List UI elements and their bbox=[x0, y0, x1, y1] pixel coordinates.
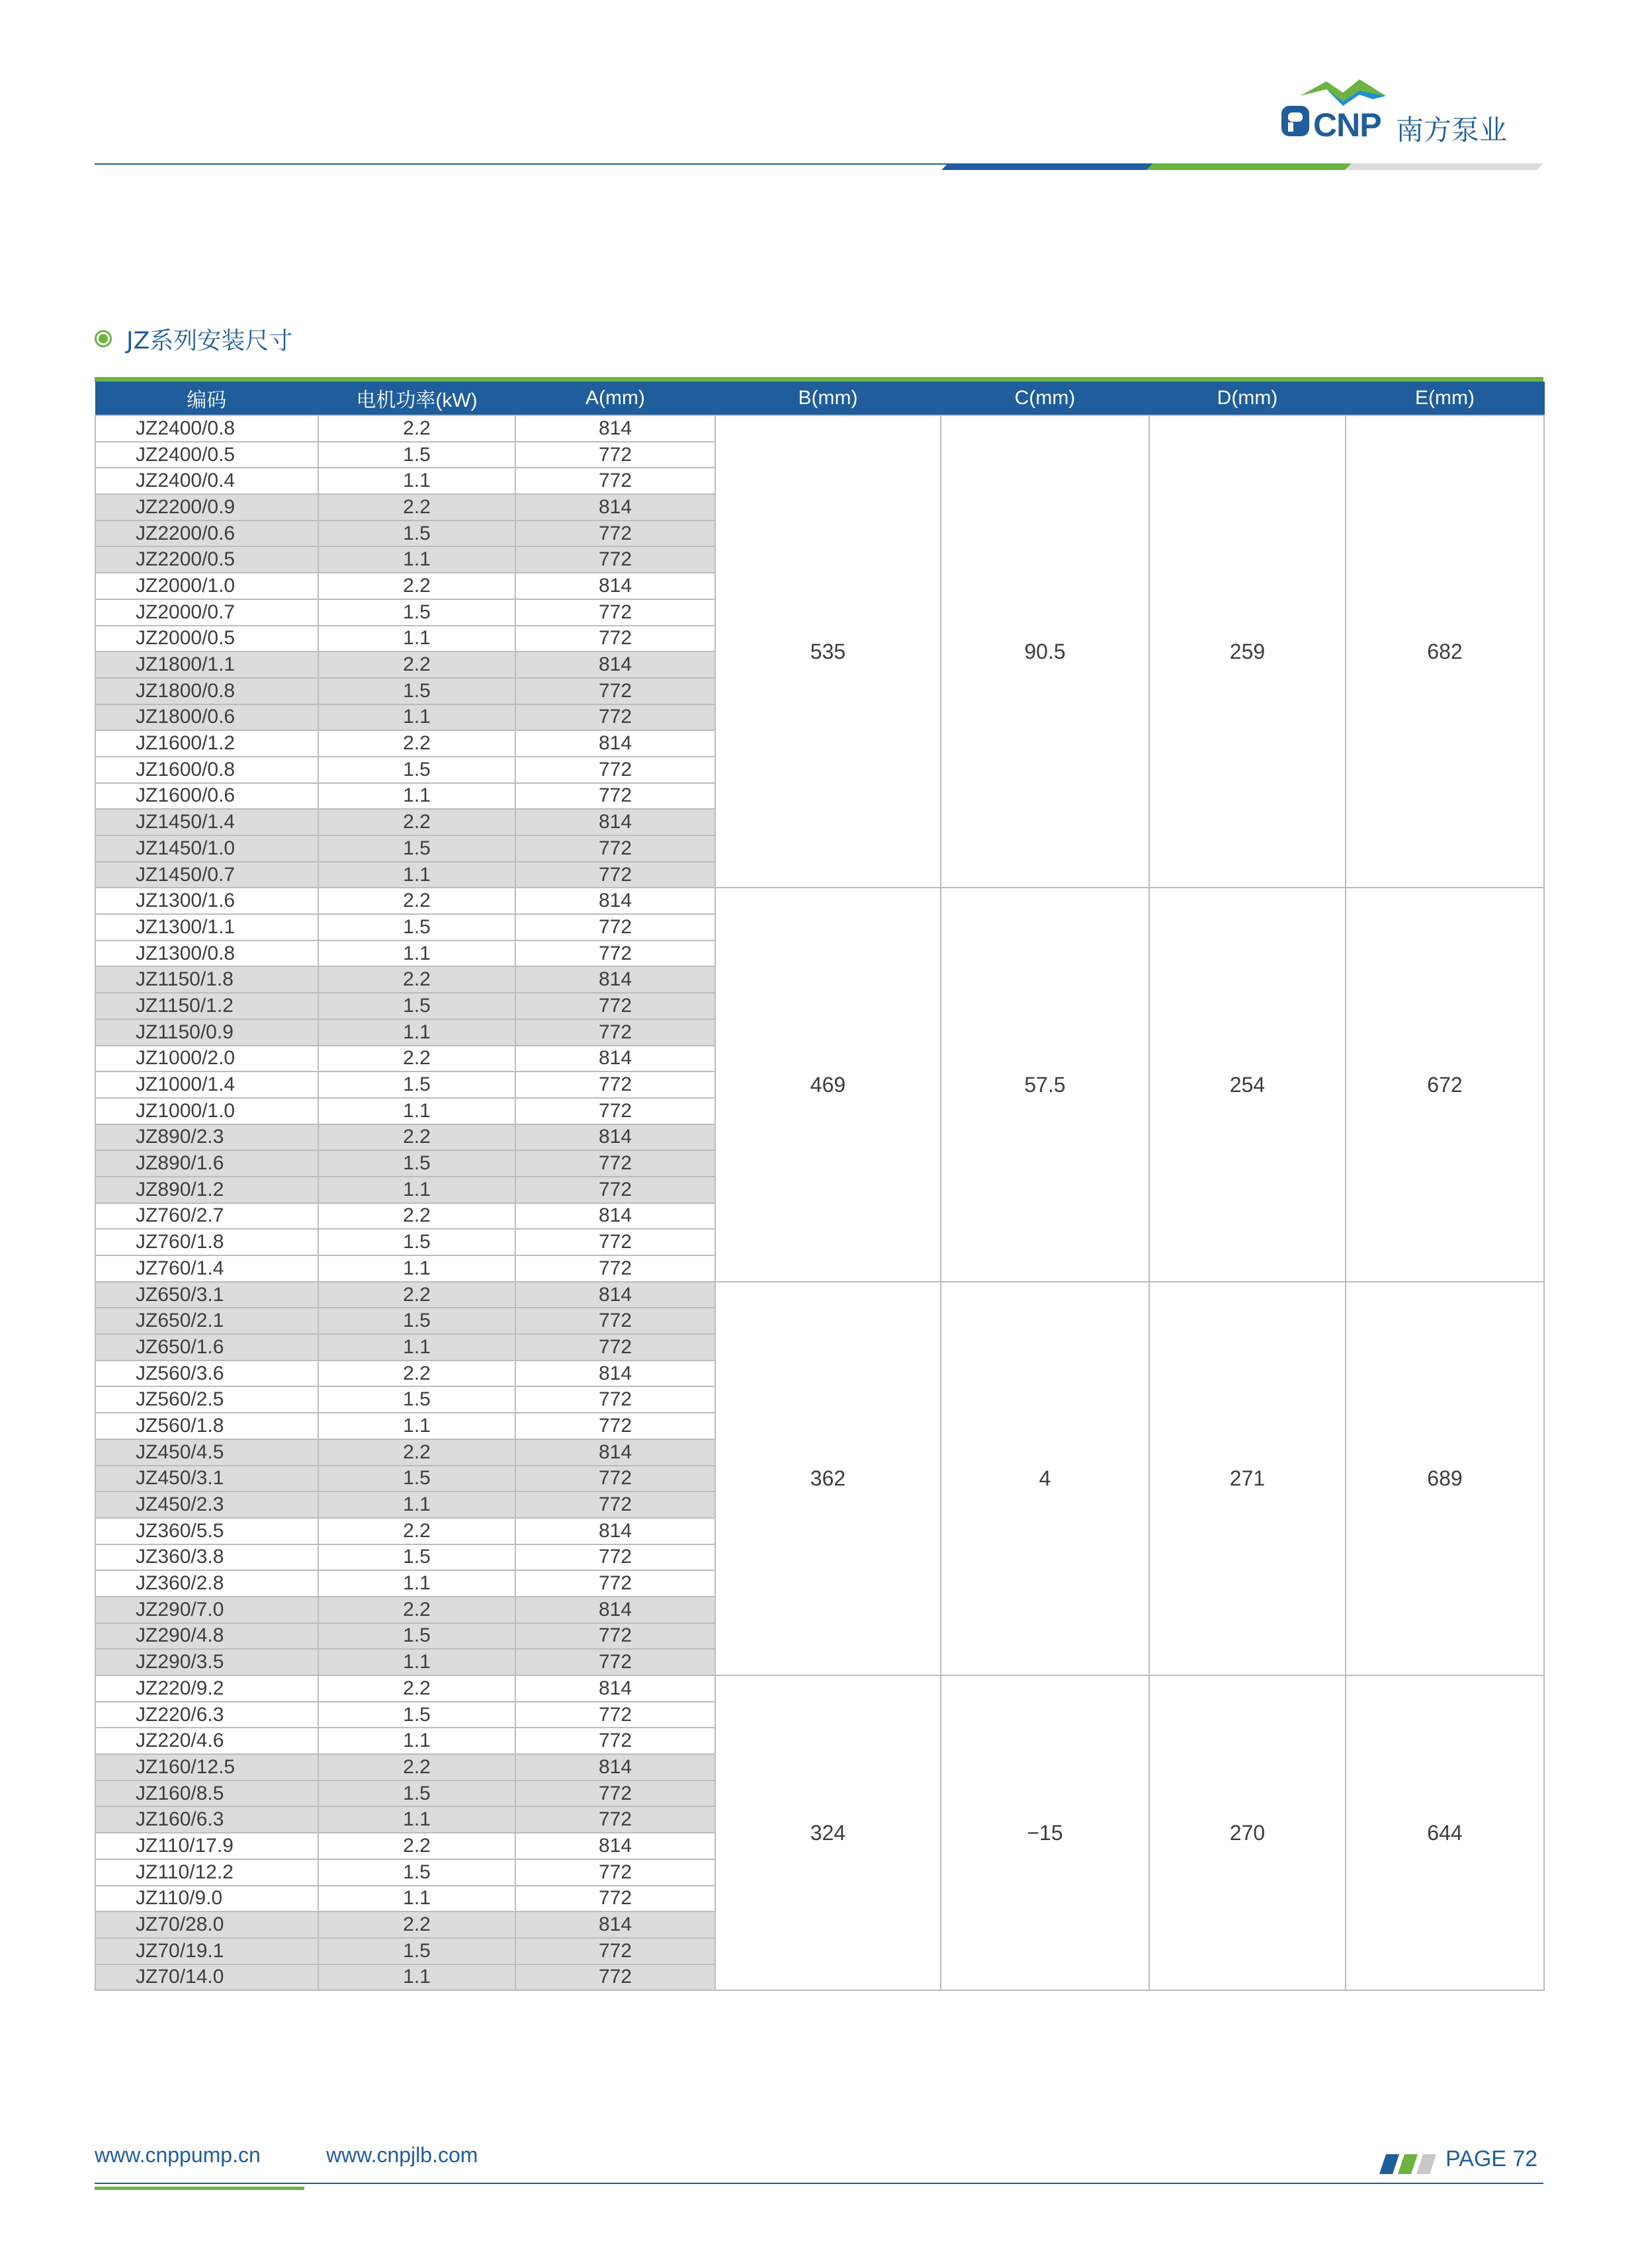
cell-power: 2.2 bbox=[318, 966, 515, 993]
cell-power: 1.5 bbox=[318, 1071, 515, 1098]
cell-c-merged: 4 bbox=[941, 1282, 1149, 1675]
cell-a: 772 bbox=[515, 521, 715, 547]
cell-power: 1.1 bbox=[318, 1806, 515, 1833]
cell-a: 772 bbox=[515, 1859, 715, 1886]
cell-power: 1.5 bbox=[318, 1386, 515, 1413]
cell-code: JZ560/3.6 bbox=[95, 1361, 318, 1387]
cell-code: JZ160/6.3 bbox=[95, 1806, 318, 1833]
cell-power: 1.1 bbox=[318, 941, 515, 967]
cell-a: 772 bbox=[515, 1308, 715, 1334]
cell-a: 772 bbox=[515, 993, 715, 1019]
cell-a: 772 bbox=[515, 1886, 715, 1912]
cell-a: 772 bbox=[515, 704, 715, 731]
cell-e-merged: 689 bbox=[1346, 1282, 1544, 1675]
cell-a: 772 bbox=[515, 546, 715, 573]
cell-power: 1.1 bbox=[318, 1964, 515, 1991]
cell-power: 1.5 bbox=[318, 835, 515, 862]
table-top-accent bbox=[95, 377, 1543, 382]
cell-a: 814 bbox=[515, 1911, 715, 1938]
cell-code: JZ220/4.6 bbox=[95, 1728, 318, 1754]
cell-a: 814 bbox=[515, 494, 715, 521]
cell-e-merged: 682 bbox=[1346, 415, 1544, 888]
cell-power: 1.5 bbox=[318, 1623, 515, 1650]
cell-power: 2.2 bbox=[318, 1203, 515, 1230]
cell-a: 814 bbox=[515, 1124, 715, 1151]
cell-code: JZ1000/1.0 bbox=[95, 1098, 318, 1124]
cell-a: 772 bbox=[515, 1491, 715, 1518]
cell-code: JZ2400/0.5 bbox=[95, 442, 318, 468]
cell-code: JZ2400/0.4 bbox=[95, 468, 318, 494]
cell-code: JZ2200/0.9 bbox=[95, 494, 318, 521]
cell-code: JZ1150/1.2 bbox=[95, 993, 318, 1019]
cell-code: JZ2000/0.7 bbox=[95, 599, 318, 626]
cell-power: 2.2 bbox=[318, 1597, 515, 1623]
table-row bbox=[95, 888, 1544, 914]
cell-code: JZ1150/1.8 bbox=[95, 966, 318, 993]
cell-power: 1.1 bbox=[318, 862, 515, 888]
cell-code: JZ450/2.3 bbox=[95, 1491, 318, 1518]
cell-power: 1.1 bbox=[318, 1098, 515, 1124]
cell-code: JZ1600/0.6 bbox=[95, 783, 318, 810]
cell-code: JZ560/1.8 bbox=[95, 1413, 318, 1439]
section-title: JZ系列安装尺寸 bbox=[126, 327, 293, 355]
cell-code: JZ1300/0.8 bbox=[95, 941, 318, 967]
cell-a: 772 bbox=[515, 626, 715, 652]
cell-code: JZ760/1.8 bbox=[95, 1229, 318, 1255]
cell-b-merged: 324 bbox=[715, 1675, 941, 1990]
table-row bbox=[95, 415, 1544, 442]
cell-a: 772 bbox=[515, 1098, 715, 1124]
cell-code: JZ1000/2.0 bbox=[95, 1046, 318, 1072]
cell-a: 772 bbox=[515, 1702, 715, 1728]
cell-power: 1.5 bbox=[318, 1781, 515, 1807]
cell-a: 814 bbox=[515, 1361, 715, 1387]
cell-d-merged: 254 bbox=[1149, 888, 1346, 1281]
cell-a: 814 bbox=[515, 1282, 715, 1308]
col-header-code: 编码 bbox=[95, 382, 318, 415]
cell-power: 2.2 bbox=[318, 651, 515, 678]
cell-code: JZ650/1.6 bbox=[95, 1334, 318, 1361]
cell-code: JZ160/12.5 bbox=[95, 1754, 318, 1781]
cell-power: 1.1 bbox=[318, 1019, 515, 1046]
cell-code: JZ290/3.5 bbox=[95, 1649, 318, 1675]
dimension-table bbox=[95, 377, 1543, 1991]
cell-a: 814 bbox=[515, 573, 715, 599]
cell-code: JZ760/1.4 bbox=[95, 1255, 318, 1282]
cell-power: 1.5 bbox=[318, 521, 515, 547]
cell-power: 1.1 bbox=[318, 1177, 515, 1203]
cell-a: 772 bbox=[515, 1177, 715, 1203]
cell-code: JZ1450/1.4 bbox=[95, 809, 318, 835]
cell-a: 814 bbox=[515, 809, 715, 835]
cell-power: 1.1 bbox=[318, 626, 515, 652]
col-header-power: 电机功率(kW) bbox=[318, 382, 515, 415]
cell-a: 814 bbox=[515, 1203, 715, 1230]
table-row bbox=[95, 1282, 1544, 1308]
page-number: PAGE 72 bbox=[1446, 2146, 1538, 2171]
cell-a: 772 bbox=[515, 678, 715, 704]
cell-code: JZ1450/0.7 bbox=[95, 862, 318, 888]
cell-power: 1.1 bbox=[318, 546, 515, 573]
cell-a: 772 bbox=[515, 1728, 715, 1754]
cell-a: 772 bbox=[515, 1071, 715, 1098]
cell-code: JZ360/3.8 bbox=[95, 1544, 318, 1571]
cell-power: 1.5 bbox=[318, 1229, 515, 1255]
cell-code: JZ2000/1.0 bbox=[95, 573, 318, 599]
cell-a: 772 bbox=[515, 1019, 715, 1046]
cell-code: JZ70/28.0 bbox=[95, 1911, 318, 1938]
cell-code: JZ890/1.2 bbox=[95, 1177, 318, 1203]
cell-code: JZ560/2.5 bbox=[95, 1386, 318, 1413]
cell-code: JZ760/2.7 bbox=[95, 1203, 318, 1230]
cell-e-merged: 672 bbox=[1346, 888, 1544, 1281]
cell-power: 1.5 bbox=[318, 678, 515, 704]
table-row bbox=[95, 1675, 1544, 1702]
cell-code: JZ2200/0.5 bbox=[95, 546, 318, 573]
col-header-d: D(mm) bbox=[1149, 382, 1346, 415]
cell-a: 772 bbox=[515, 1229, 715, 1255]
logo-brand: CNP bbox=[1313, 106, 1381, 144]
section-heading bbox=[95, 323, 292, 355]
bullet-icon bbox=[95, 330, 112, 347]
cell-power: 1.1 bbox=[318, 1649, 515, 1675]
cell-a: 772 bbox=[515, 1781, 715, 1807]
table-body bbox=[95, 415, 1544, 1990]
cell-power: 2.2 bbox=[318, 573, 515, 599]
logo-company-name: 南方泵业 bbox=[1396, 114, 1508, 146]
col-header-a: A(mm) bbox=[515, 382, 715, 415]
cell-a: 772 bbox=[515, 1649, 715, 1675]
cell-code: JZ160/8.5 bbox=[95, 1781, 318, 1807]
cell-power: 1.5 bbox=[318, 757, 515, 783]
cell-a: 772 bbox=[515, 783, 715, 810]
cell-code: JZ220/6.3 bbox=[95, 1702, 318, 1728]
cell-power: 2.2 bbox=[318, 1675, 515, 1702]
cell-a: 814 bbox=[515, 1046, 715, 1072]
cell-a: 814 bbox=[515, 415, 715, 442]
cell-code: JZ70/14.0 bbox=[95, 1964, 318, 1991]
cell-b-merged: 535 bbox=[715, 415, 941, 888]
cell-a: 814 bbox=[515, 1675, 715, 1702]
cell-a: 772 bbox=[515, 1938, 715, 1964]
cell-a: 772 bbox=[515, 1150, 715, 1177]
footer-accent-bar bbox=[95, 2187, 304, 2190]
cell-a: 772 bbox=[515, 1255, 715, 1282]
cell-code: JZ1300/1.1 bbox=[95, 914, 318, 941]
cell-code: JZ650/3.1 bbox=[95, 1282, 318, 1308]
cell-power: 1.1 bbox=[318, 468, 515, 494]
cell-code: JZ360/5.5 bbox=[95, 1518, 318, 1544]
cell-code: JZ890/2.3 bbox=[95, 1124, 318, 1151]
cell-d-merged: 259 bbox=[1149, 415, 1346, 888]
cell-power: 2.2 bbox=[318, 1833, 515, 1859]
cell-e-merged: 644 bbox=[1346, 1675, 1544, 1990]
cell-a: 772 bbox=[515, 1334, 715, 1361]
cell-a: 814 bbox=[515, 651, 715, 678]
cell-c-merged: −15 bbox=[941, 1675, 1149, 1990]
cell-power: 2.2 bbox=[318, 1046, 515, 1072]
cell-a: 772 bbox=[515, 757, 715, 783]
cell-code: JZ110/17.9 bbox=[95, 1833, 318, 1859]
cell-power: 2.2 bbox=[318, 888, 515, 914]
cell-power: 1.5 bbox=[318, 993, 515, 1019]
page-stripes-icon bbox=[1379, 2154, 1442, 2174]
cell-code: JZ450/4.5 bbox=[95, 1439, 318, 1466]
cell-a: 814 bbox=[515, 966, 715, 993]
cell-c-merged: 90.5 bbox=[941, 415, 1149, 888]
cell-code: JZ290/7.0 bbox=[95, 1597, 318, 1623]
cell-a: 772 bbox=[515, 1806, 715, 1833]
table-header-row bbox=[95, 382, 1544, 415]
footer-link-cnpjlb[interactable]: www.cnpjlb.com bbox=[326, 2143, 478, 2167]
cell-a: 772 bbox=[515, 442, 715, 468]
cell-power: 2.2 bbox=[318, 1282, 515, 1308]
cell-power: 2.2 bbox=[318, 415, 515, 442]
cell-code: JZ1000/1.4 bbox=[95, 1071, 318, 1098]
cell-code: JZ1800/1.1 bbox=[95, 651, 318, 678]
col-header-c: C(mm) bbox=[941, 382, 1149, 415]
cell-power: 1.1 bbox=[318, 704, 515, 731]
cell-power: 1.5 bbox=[318, 1938, 515, 1964]
cell-power: 2.2 bbox=[318, 1439, 515, 1466]
cell-power: 1.1 bbox=[318, 1255, 515, 1282]
cell-a: 772 bbox=[515, 1570, 715, 1597]
cell-code: JZ2400/0.8 bbox=[95, 415, 318, 442]
cell-a: 772 bbox=[515, 835, 715, 862]
cell-a: 814 bbox=[515, 1518, 715, 1544]
cell-code: JZ1800/0.8 bbox=[95, 678, 318, 704]
cell-a: 772 bbox=[515, 1413, 715, 1439]
cell-code: JZ110/9.0 bbox=[95, 1886, 318, 1912]
cell-power: 1.5 bbox=[318, 1308, 515, 1334]
cell-power: 1.5 bbox=[318, 1859, 515, 1886]
cell-code: JZ450/3.1 bbox=[95, 1466, 318, 1492]
cell-power: 1.5 bbox=[318, 1466, 515, 1492]
cell-code: JZ650/2.1 bbox=[95, 1308, 318, 1334]
cell-power: 1.1 bbox=[318, 1334, 515, 1361]
cell-a: 772 bbox=[515, 1466, 715, 1492]
cell-code: JZ1450/1.0 bbox=[95, 835, 318, 862]
cell-code: JZ1150/0.9 bbox=[95, 1019, 318, 1046]
cell-a: 772 bbox=[515, 1964, 715, 1991]
cell-a: 814 bbox=[515, 730, 715, 757]
header-divider bbox=[95, 162, 1543, 170]
cell-code: JZ360/2.8 bbox=[95, 1570, 318, 1597]
cell-power: 1.1 bbox=[318, 783, 515, 810]
cell-a: 814 bbox=[515, 1597, 715, 1623]
cell-a: 772 bbox=[515, 1623, 715, 1650]
cell-a: 772 bbox=[515, 914, 715, 941]
cell-code: JZ890/1.6 bbox=[95, 1150, 318, 1177]
cell-a: 772 bbox=[515, 1544, 715, 1571]
col-header-e: E(mm) bbox=[1346, 382, 1544, 415]
cell-power: 2.2 bbox=[318, 809, 515, 835]
cell-power: 2.2 bbox=[318, 1754, 515, 1781]
cell-a: 814 bbox=[515, 1439, 715, 1466]
cell-power: 1.1 bbox=[318, 1728, 515, 1754]
cell-a: 814 bbox=[515, 1754, 715, 1781]
cell-power: 2.2 bbox=[318, 730, 515, 757]
cell-a: 772 bbox=[515, 599, 715, 626]
cell-a: 772 bbox=[515, 862, 715, 888]
cell-code: JZ2200/0.6 bbox=[95, 521, 318, 547]
cell-power: 2.2 bbox=[318, 1911, 515, 1938]
cell-code: JZ1600/0.8 bbox=[95, 757, 318, 783]
cell-power: 1.5 bbox=[318, 1702, 515, 1728]
cell-power: 2.2 bbox=[318, 1361, 515, 1387]
cell-power: 1.5 bbox=[318, 442, 515, 468]
cell-power: 1.5 bbox=[318, 1150, 515, 1177]
cell-power: 2.2 bbox=[318, 1124, 515, 1151]
cell-power: 2.2 bbox=[318, 494, 515, 521]
cell-code: JZ290/4.8 bbox=[95, 1623, 318, 1650]
cell-code: JZ220/9.2 bbox=[95, 1675, 318, 1702]
cell-power: 1.5 bbox=[318, 599, 515, 626]
cell-a: 814 bbox=[515, 888, 715, 914]
cell-a: 772 bbox=[515, 468, 715, 494]
cell-code: JZ1800/0.6 bbox=[95, 704, 318, 731]
cell-power: 2.2 bbox=[318, 1518, 515, 1544]
cell-a: 772 bbox=[515, 1386, 715, 1413]
cell-code: JZ2000/0.5 bbox=[95, 626, 318, 652]
cell-code: JZ1600/1.2 bbox=[95, 730, 318, 757]
cell-code: JZ110/12.2 bbox=[95, 1859, 318, 1886]
cell-power: 1.1 bbox=[318, 1570, 515, 1597]
cell-power: 1.5 bbox=[318, 914, 515, 941]
cell-power: 1.5 bbox=[318, 1544, 515, 1571]
cell-power: 1.1 bbox=[318, 1491, 515, 1518]
footer-divider bbox=[95, 2183, 1543, 2184]
cell-b-merged: 362 bbox=[715, 1282, 941, 1675]
cell-d-merged: 270 bbox=[1149, 1675, 1346, 1990]
cell-c-merged: 57.5 bbox=[941, 888, 1149, 1281]
cell-b-merged: 469 bbox=[715, 888, 941, 1281]
cell-code: JZ1300/1.6 bbox=[95, 888, 318, 914]
col-header-b: B(mm) bbox=[715, 382, 941, 415]
cell-d-merged: 271 bbox=[1149, 1282, 1346, 1675]
cell-code: JZ70/19.1 bbox=[95, 1938, 318, 1964]
cell-a: 772 bbox=[515, 941, 715, 967]
footer-link-cnppump[interactable]: www.cnppump.cn bbox=[95, 2143, 261, 2167]
cell-a: 814 bbox=[515, 1833, 715, 1859]
cell-power: 1.1 bbox=[318, 1413, 515, 1439]
cell-power: 1.1 bbox=[318, 1886, 515, 1912]
